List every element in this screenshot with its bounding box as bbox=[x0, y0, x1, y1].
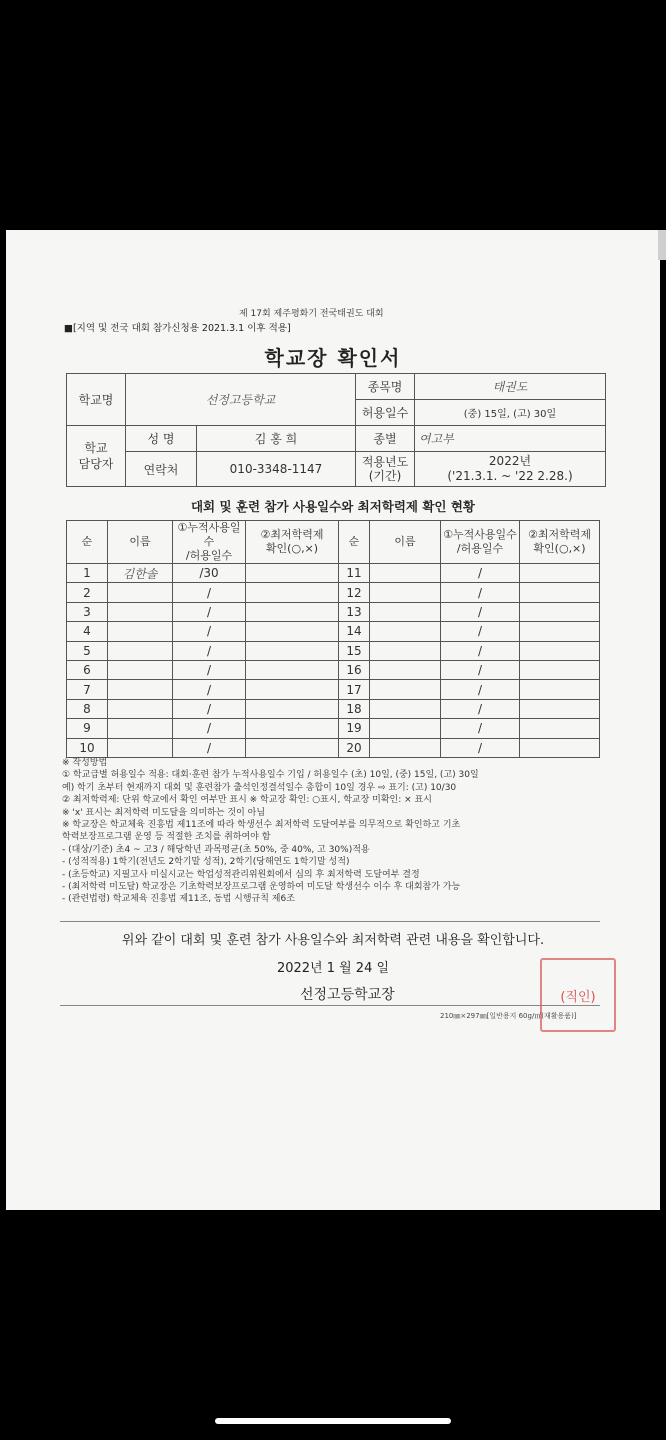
note-line: ※ 작성방법 bbox=[62, 758, 108, 768]
row-days-right: / bbox=[441, 622, 520, 641]
table-row bbox=[67, 680, 600, 699]
contact-value: 010-3348-1147 bbox=[197, 452, 356, 487]
row-no: 3 bbox=[67, 602, 108, 621]
row-name-right bbox=[370, 738, 441, 757]
row-no-right: 15 bbox=[339, 641, 370, 660]
row-check-right bbox=[520, 641, 600, 660]
table-row bbox=[67, 641, 600, 660]
row-name-right bbox=[370, 564, 441, 583]
row-days: / bbox=[173, 583, 246, 602]
note-line: ※ 학교장은 학교체육 진흥법 제11조에 따라 학생선수 최저학력 도달여부를 의무적으로 확인하고 기초 bbox=[62, 820, 461, 831]
note-line: - (관련법령) 학교체육 진흥법 제11조, 동법 시행규칙 제6조 bbox=[62, 894, 295, 905]
row-check bbox=[246, 622, 339, 641]
table-row bbox=[67, 699, 600, 718]
row-no: 1 bbox=[67, 564, 108, 583]
row-name-right bbox=[370, 583, 441, 602]
row-check bbox=[246, 699, 339, 718]
row-name bbox=[108, 680, 173, 699]
row-check bbox=[246, 660, 339, 679]
table-row bbox=[67, 622, 600, 641]
row-name-right bbox=[370, 622, 441, 641]
row-no-right: 11 bbox=[339, 564, 370, 583]
row-check bbox=[246, 564, 339, 583]
col-no-right: 순 bbox=[339, 521, 370, 564]
row-days-right: / bbox=[441, 583, 520, 602]
row-no-right: 17 bbox=[339, 680, 370, 699]
instructions bbox=[62, 757, 479, 906]
note-line: - (초등학교) 지필고사 미실시교는 학업성적관리위원회에서 심의 후 최저학력 도달여부 결정 bbox=[62, 869, 420, 880]
row-check-right bbox=[520, 699, 600, 718]
row-no-right: 12 bbox=[339, 583, 370, 602]
row-check-right bbox=[520, 719, 600, 738]
name-label: 성 명 bbox=[126, 426, 197, 452]
row-days-right: / bbox=[441, 719, 520, 738]
note-line: 학력보장프로그램 운영 등 적절한 조치를 취하여야 함 bbox=[62, 832, 271, 843]
col-no: 순 bbox=[67, 521, 108, 564]
row-no-right: 16 bbox=[339, 660, 370, 679]
home-indicator[interactable] bbox=[215, 1418, 451, 1424]
row-check-right bbox=[520, 564, 600, 583]
row-name bbox=[108, 583, 173, 602]
row-no-right: 19 bbox=[339, 719, 370, 738]
gender-label: 종별 bbox=[356, 426, 415, 452]
divider-bottom bbox=[60, 1005, 600, 1006]
row-days-right: / bbox=[441, 738, 520, 757]
table-row bbox=[67, 660, 600, 679]
row-name bbox=[108, 660, 173, 679]
row-days: / bbox=[173, 660, 246, 679]
row-no-right: 18 bbox=[339, 699, 370, 718]
row-check-right bbox=[520, 680, 600, 699]
table-row bbox=[67, 602, 600, 621]
col-days: ①누적사용일수 /허용일수 bbox=[173, 521, 246, 564]
note-line: - (대상/기준) 초4 ~ 고3 / 해당학년 과목평균(초 50%, 중 40%, 고 30%)적용 bbox=[62, 844, 370, 855]
row-days-right: / bbox=[441, 680, 520, 699]
row-no: 2 bbox=[67, 583, 108, 602]
row-days: / bbox=[173, 719, 246, 738]
row-no: 10 bbox=[67, 738, 108, 757]
year-label: 적용년도 (기간) bbox=[356, 452, 415, 487]
row-name-right bbox=[370, 719, 441, 738]
row-name-right bbox=[370, 641, 441, 660]
row-days: / bbox=[173, 699, 246, 718]
row-days: / bbox=[173, 738, 246, 757]
note-line: ※ 'x' 표시는 최저학력 미도달을 의미하는 것이 아님 bbox=[62, 807, 266, 818]
col-check-right: ②최저학력제 확인(○,×) bbox=[520, 521, 600, 564]
table-row bbox=[67, 564, 600, 583]
row-days-right: / bbox=[441, 564, 520, 583]
row-no: 4 bbox=[67, 622, 108, 641]
note-line: - (최저학력 미도달) 학교장은 기초학력보장프로그램 운영하여 미도달 학생선수 이수 후 대회참가 가능 bbox=[62, 882, 461, 893]
row-days-right: / bbox=[441, 660, 520, 679]
paper-spec: 210㎜×297㎜[일반용지 60g/㎡(재활용품)] bbox=[440, 1012, 577, 1020]
row-name-right bbox=[370, 602, 441, 621]
paper-edge bbox=[658, 230, 666, 260]
contact-label: 연락처 bbox=[126, 452, 197, 487]
row-days-right: / bbox=[441, 641, 520, 660]
row-check bbox=[246, 583, 339, 602]
row-no-right: 13 bbox=[339, 602, 370, 621]
event-label: 종목명 bbox=[356, 374, 415, 400]
note-line: ② 최저학력제: 단위 학교에서 확인 여부만 표시 ※ 학교장 확인: ○표시, 학교장 미확인: × 표시 bbox=[62, 795, 432, 806]
school-info-table bbox=[66, 373, 606, 487]
table-row bbox=[67, 738, 600, 757]
row-check-right bbox=[520, 660, 600, 679]
table-row bbox=[67, 583, 600, 602]
event-value: 태권도 bbox=[415, 374, 606, 400]
form-type-header: ■[지역 및 전국 대회 참가신청용 2021.3.1 이후 적용] bbox=[64, 323, 291, 334]
row-no: 7 bbox=[67, 680, 108, 699]
row-name bbox=[108, 699, 173, 718]
row-name bbox=[108, 719, 173, 738]
row-check-right bbox=[520, 738, 600, 757]
row-check-right bbox=[520, 622, 600, 641]
row-check bbox=[246, 602, 339, 621]
divider bbox=[60, 921, 600, 922]
row-no: 5 bbox=[67, 641, 108, 660]
official-seal: (직인) bbox=[540, 958, 616, 1032]
school-value: 선정고등학교 bbox=[126, 374, 356, 426]
manager-label: 학교 담당자 bbox=[67, 426, 126, 487]
row-no: 8 bbox=[67, 699, 108, 718]
row-days: / bbox=[173, 680, 246, 699]
section-title: 대회 및 훈련 참가 사용일수와 최저학력제 확인 현황 bbox=[190, 499, 476, 514]
year-value: 2022년 bbox=[488, 454, 532, 468]
name-value: 김 홍 희 bbox=[197, 426, 356, 452]
col-days-right: ①누적사용일수 /허용일수 bbox=[441, 521, 520, 564]
row-name bbox=[108, 738, 173, 757]
row-days-right: / bbox=[441, 699, 520, 718]
row-name bbox=[108, 622, 173, 641]
row-days: / bbox=[173, 641, 246, 660]
row-check bbox=[246, 680, 339, 699]
row-no-right: 20 bbox=[339, 738, 370, 757]
row-name-right bbox=[370, 680, 441, 699]
year-range: ('21.3.1. ~ '22 2.28.) bbox=[447, 469, 573, 483]
issue-date: 2022년 1 월 24 일 bbox=[276, 961, 390, 976]
row-check bbox=[246, 719, 339, 738]
row-check-right bbox=[520, 602, 600, 621]
allowed-days-label: 허용일수 bbox=[356, 400, 415, 426]
row-check bbox=[246, 738, 339, 757]
participation-table bbox=[66, 520, 600, 758]
row-name-right bbox=[370, 699, 441, 718]
row-days: /30 bbox=[173, 564, 246, 583]
allowed-days-value: (중) 15일, (고) 30일 bbox=[415, 400, 606, 426]
document-title: 학교장 확인서 bbox=[264, 346, 402, 370]
row-days: / bbox=[173, 622, 246, 641]
row-days-right: / bbox=[441, 602, 520, 621]
col-check: ②최저학력제 확인(○,×) bbox=[246, 521, 339, 564]
row-name-right bbox=[370, 660, 441, 679]
school-label: 학교명 bbox=[67, 374, 126, 426]
note-line: - (성적적용) 1학기(전년도 2학기말 성적), 2학기(당해연도 1학기말 성적) bbox=[62, 857, 350, 868]
competition-header: 제 17회 제주평화기 전국태권도 대회 bbox=[239, 309, 384, 319]
note-line: ① 학교급별 허용일수 적용: 대회·훈련 참가 누적사용일수 기입 / 허용일수 (초) 10일, (중) 15일, (고) 30일 bbox=[62, 770, 479, 781]
principal-signature: 선정고등학교장 bbox=[300, 987, 395, 1003]
row-no: 6 bbox=[67, 660, 108, 679]
row-check bbox=[246, 641, 339, 660]
row-name: 김한솔 bbox=[108, 564, 173, 583]
row-no-right: 14 bbox=[339, 622, 370, 641]
row-no: 9 bbox=[67, 719, 108, 738]
col-name: 이름 bbox=[108, 521, 173, 564]
row-name bbox=[108, 602, 173, 621]
row-check-right bbox=[520, 583, 600, 602]
row-days: / bbox=[173, 602, 246, 621]
note-line: 예) 학기 초부터 현재까지 대회 및 훈련참가 출석인정결석일수 총합이 10일 경우 ⇨ 표기: (고) 10/30 bbox=[62, 782, 457, 793]
confirmation-text: 위와 같이 대회 및 훈련 참가 사용일수와 최저학력 관련 내용을 확인합니다. bbox=[121, 933, 545, 948]
gender-value: 여고부 bbox=[415, 426, 606, 452]
table-row bbox=[67, 719, 600, 738]
col-name-right: 이름 bbox=[370, 521, 441, 564]
row-name bbox=[108, 641, 173, 660]
